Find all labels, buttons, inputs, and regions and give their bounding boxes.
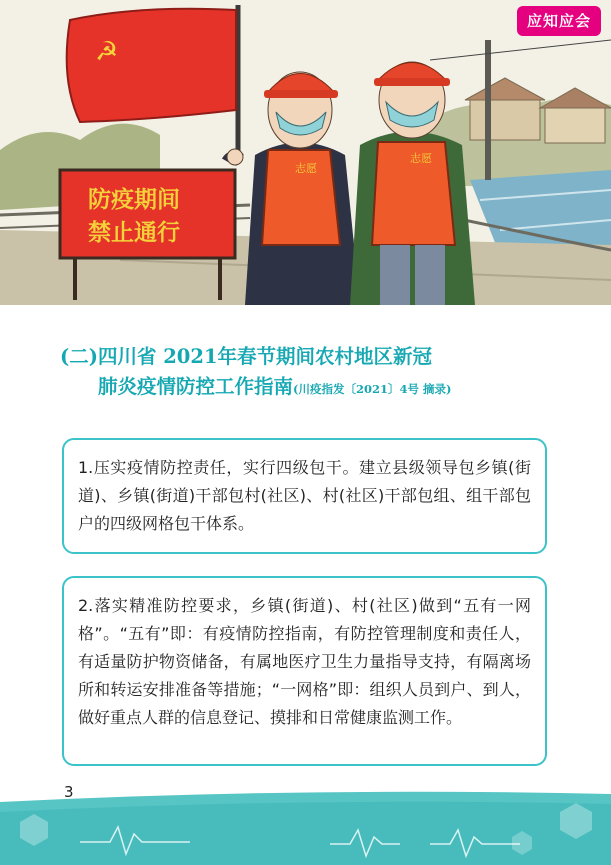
vest-label-left: 志愿 [295, 162, 317, 175]
section-tag: 应知应会 [517, 6, 601, 36]
source-note: (川疫指发〔2021〕4号 摘录) [293, 382, 452, 396]
title-line1: (二)四川省 2021年春节期间农村地区新冠 [60, 345, 433, 368]
banner-text-line2: 禁止通行 [88, 220, 180, 246]
guideline-text-1: 1.压实疫情防控责任，实行四级包干。建立县级领导包乡镇(街道)、乡镇(街道)干部包村(社区)、村(社区)干部包组、组干部包户的四级网格包干体系。 [78, 458, 531, 533]
guideline-card-1 [62, 438, 547, 554]
header-illustration [0, 0, 611, 305]
page-number: 3 [64, 783, 74, 801]
banner-text-line1: 防疫期间 [88, 187, 180, 213]
title-line2-wrap [60, 372, 580, 404]
section-title [60, 342, 580, 404]
volunteers-illustration [0, 0, 611, 305]
title-line2: 肺炎疫情防控工作指南 [98, 375, 294, 398]
footer-decoration [0, 782, 611, 865]
svg-text:☭: ☭ [95, 37, 119, 67]
guideline-card-2 [62, 576, 547, 766]
guideline-text-2: 2.落实精准防控要求，乡镇(街道)、村(社区)做到“五有一网格”。“五有”即：有疫情防控指南，有防控管理制度和责任人，有适量防护物资储备，有属地医疗卫生力量指导支持，有隔离场所和转运安排准备等措施；“一网格”即：组织人员到户、到人，做好重点人群的信息登记、摸排和日常健康监测工作。 [78, 596, 531, 727]
vest-label-right: 志愿 [410, 152, 432, 165]
